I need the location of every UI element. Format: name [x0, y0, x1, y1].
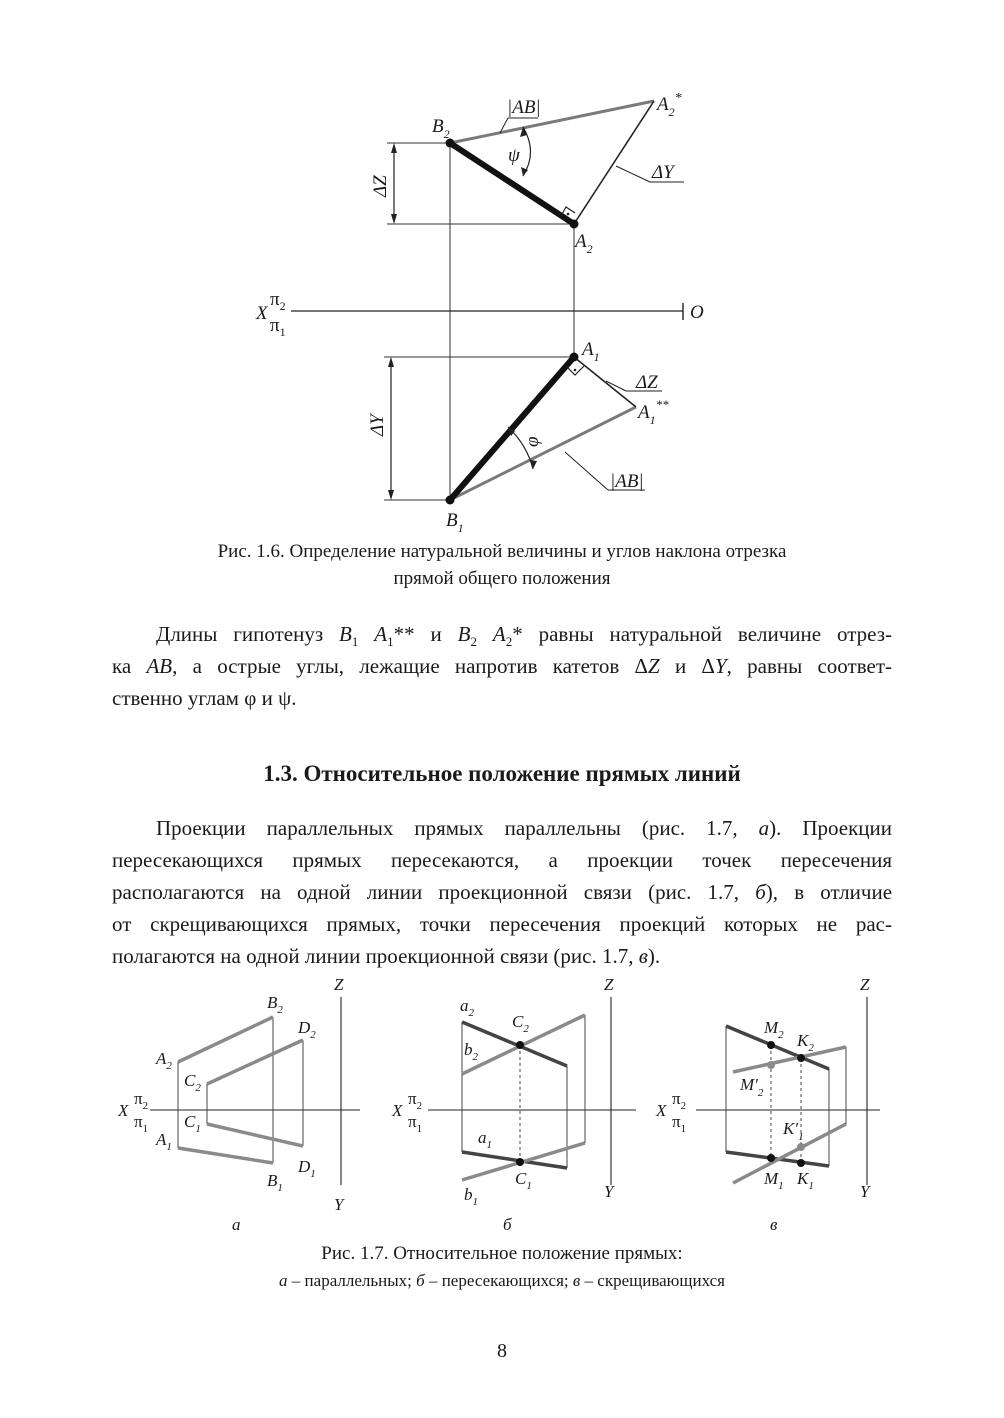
panel-a-label-pi1: $\pi_1$ [134, 1112, 149, 1135]
label-b2: $B_2$ [432, 116, 450, 141]
panel-b-label-z: Z [604, 975, 614, 994]
label-x: X [256, 303, 268, 324]
label-a1: $A_1$ [582, 339, 600, 364]
point-m1 [767, 1154, 775, 1162]
panel-c-label-pi1: $\pi_1$ [672, 1112, 687, 1135]
hyp-b2-a2star [450, 101, 654, 143]
paragraph-2-line-5: полагаются на одной линии проекционной связи (рис. 1.7, в). [112, 944, 661, 968]
label-dz-left: ΔZ [370, 175, 391, 197]
leg-a2-a2star [574, 101, 654, 224]
line-a2b2 [178, 1017, 273, 1062]
panel-b-label-b1: $b_1$ [464, 1185, 478, 1208]
paragraph-2 [112, 812, 892, 972]
panel-b-label-c1: $C_1$ [515, 1169, 532, 1192]
panel-c-label-m2prime: $M'_2$ [740, 1075, 764, 1099]
label-a2: $A_2$ [575, 231, 593, 256]
panel-c-label-k1: $K_1$ [797, 1169, 814, 1192]
ab-leader-bottom [565, 452, 608, 490]
label-a1star: $A_1^{**}$ [638, 397, 669, 427]
panel-b-label-c2: $C_2$ [512, 1012, 529, 1035]
point-k2 [797, 1054, 805, 1062]
section-heading: 1.3. Относительное положение прямых линий [263, 761, 741, 786]
panel-c-label-m2: $M_2$ [764, 1018, 784, 1041]
panel-a-label-a1: $A_1$ [156, 1130, 172, 1153]
paragraph-1-line-1: Длины гипотенуз $B_1$ $A_1**$ и $B_2$ $A_2*$ равны натуральной величине отрез- [156, 622, 893, 650]
label-phi: φ [522, 436, 543, 447]
phi-arrow-bottom [530, 460, 537, 469]
panel-c-letter: в [770, 1215, 778, 1234]
leg-a1-a1star [574, 357, 636, 407]
figure-1-7-caption-line1: Рис. 1.7. Относительное положение прямых: [321, 1243, 683, 1264]
label-dy-top: ΔY [652, 162, 674, 183]
point-a2 [570, 220, 579, 229]
panel-c-label-y: Y [860, 1182, 870, 1201]
dz-arrow-bottom [391, 214, 397, 224]
panel-a-label-a2: $A_2$ [156, 1049, 172, 1072]
point-c1 [516, 1158, 524, 1166]
label-pi1: $\pi_1$ [270, 315, 286, 339]
figure-1-7-caption-line2: а – параллельных; б – пересекающихся; в – скрещивающихся [279, 1271, 725, 1290]
paragraph-2-line-2: пересекающихся прямых пересекаются, а проекции точек пересечения [112, 848, 892, 872]
hyp-b1-a1star [450, 407, 636, 500]
paragraph-2-line-3: располагаются на одной линии проекционной связи (рис. 1.7, б), в отличие [112, 880, 893, 904]
figure-1-6-caption-line2: прямой общего положения [393, 568, 611, 589]
point-k1-prime [797, 1143, 805, 1151]
panel-c-label-x: X [656, 1101, 667, 1120]
panel-c-label-m1: $M_1$ [764, 1169, 784, 1192]
dy-arrow-top [388, 357, 394, 367]
panel-c-label-z: Z [860, 975, 870, 994]
figure-1-7-diagram [0, 970, 1004, 1240]
panel-b-label-b2: $b_2$ [464, 1040, 478, 1063]
dz-arrow-top [391, 143, 397, 153]
right-angle-dot-a2 [567, 213, 570, 216]
line-a1b1 [178, 1148, 273, 1163]
paragraph-2-line-1: Проекции параллельных прямых параллельны (рис. 1.7, а). Проекции [156, 816, 892, 840]
panel-a-label-d1: $D_1$ [298, 1157, 316, 1180]
figure-1-6-caption-line1: Рис. 1.6. Определение натуральной величины и углов наклона отрезка [217, 541, 787, 562]
panel-a [117, 975, 360, 1234]
panel-a-label-z: Z [334, 975, 344, 994]
panel-b-label-y: Y [604, 1182, 614, 1201]
panel-a-label-b2: $B_2$ [267, 993, 283, 1016]
panel-a-label-c1: $C_1$ [184, 1112, 201, 1135]
label-dy-left: ΔY [367, 414, 388, 436]
panel-a-label-b1: $B_1$ [267, 1171, 283, 1194]
point-m2-prime [767, 1061, 775, 1069]
point-a1 [570, 353, 579, 362]
paragraph-2-line-4: от скрещивающихся прямых, точки пересечения проекций которых не рас- [112, 912, 892, 936]
label-pi2: $\pi_2$ [270, 289, 286, 313]
dy-leader-top [616, 166, 650, 182]
panel-a-label-c2: $C_2$ [184, 1071, 201, 1094]
paragraph-1 [112, 618, 892, 714]
panel-b-label-pi1: $\pi_1$ [408, 1112, 423, 1135]
point-m2 [767, 1041, 775, 1049]
label-ab-top: |AB| [507, 97, 541, 118]
paragraph-1-line-2: ка AB, а острые углы, лежащие напротив катетов ΔZ и ΔY, равны соответ- [112, 654, 892, 678]
panel-b-label-a2: $a_2$ [460, 996, 474, 1019]
label-a2star: $A_2^*$ [657, 91, 682, 119]
right-angle-dot-a1 [574, 369, 577, 372]
panel-a-label-y: Y [334, 1195, 344, 1214]
point-k1 [797, 1159, 805, 1167]
segment-b1-a1 [450, 357, 574, 500]
line-c2d2 [207, 1040, 303, 1084]
dy-arrow-bottom [388, 490, 394, 500]
panel-a-letter: а [232, 1215, 241, 1234]
panel-c-label-k1prime: $K'_1$ [783, 1119, 804, 1143]
point-c2 [516, 1041, 524, 1049]
panel-c-label-pi2: $\pi_2$ [672, 1089, 687, 1112]
panel-a-label-x: X [118, 1101, 129, 1120]
panel-b-label-a1: $a_1$ [478, 1128, 492, 1151]
label-ab-bottom: |AB| [610, 471, 644, 492]
page-number: 8 [497, 1340, 507, 1362]
panel-b-letter: б [503, 1215, 512, 1234]
label-psi: ψ [508, 145, 520, 166]
label-b1: $B_1$ [446, 510, 464, 535]
panel-c-label-k2: $K_2$ [797, 1031, 814, 1054]
panel-a-label-d2: $D_2$ [298, 1018, 316, 1041]
paragraph-1-line-3: ственно углам φ и ψ. [112, 686, 297, 710]
figure-1-6-diagram [0, 0, 1004, 540]
panel-c [655, 975, 880, 1234]
panel-a-label-pi2: $\pi_2$ [134, 1089, 149, 1112]
panel-b-label-x: X [392, 1101, 403, 1120]
label-dz-right: ΔZ [636, 372, 658, 393]
panel-b-label-pi2: $\pi_2$ [408, 1089, 423, 1112]
label-o: O [690, 302, 704, 323]
line-c1d1 [207, 1124, 303, 1146]
panel-b [391, 975, 636, 1234]
point-b1 [446, 496, 455, 505]
